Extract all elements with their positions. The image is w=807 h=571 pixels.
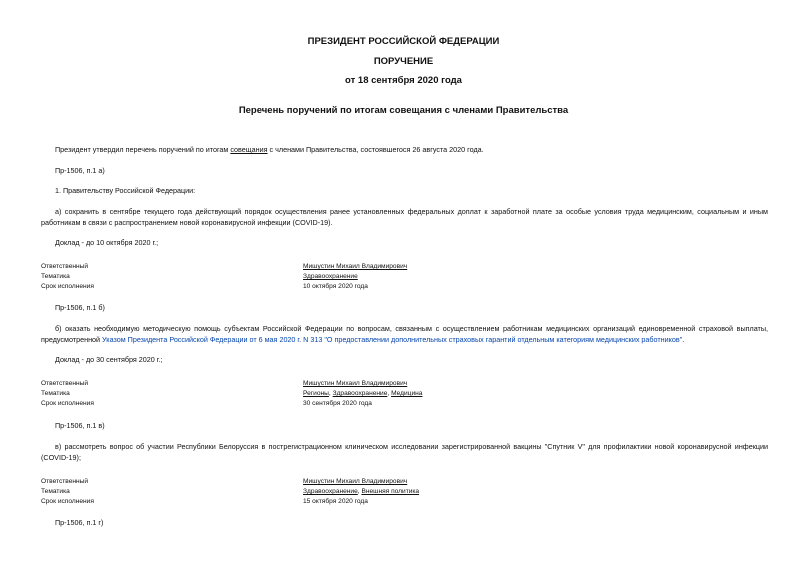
item-b-attributes (0, 379, 807, 409)
document-date-heading: от 18 сентября 2020 года (345, 75, 462, 86)
topic-link-healthcare[interactable]: Здравоохранение (303, 488, 358, 495)
intro-text-end: с членами Правительства, состоявшегося 26 августа 2020 года. (267, 145, 484, 154)
topic-link-healthcare[interactable]: Здравоохранение (332, 390, 388, 397)
item-c-text: в) рассмотреть вопрос об участии Республики Белоруссия в пострегистрационном клиническом исследовании зарегистрированной вакцины "Спутник V" для профилактики новой коронавирусной инфекции (COVID-19); (41, 442, 768, 462)
topic-separator: , (357, 488, 362, 495)
deadline-label: Срок исполнения (41, 498, 94, 505)
deadline-value: 10 октября 2020 года (303, 283, 368, 290)
responsible-link[interactable]: Мишустин Михаил Владимирович (303, 380, 408, 387)
item-b-text (41, 324, 768, 345)
topic-label: Тематика (41, 390, 70, 397)
topic-list (303, 487, 723, 496)
item-a-attributes (0, 262, 807, 292)
item-b-report: Доклад - до 30 сентября 2020 г.; (55, 355, 163, 364)
topic-link-regions[interactable]: Регионы (303, 390, 329, 397)
topic-separator: , (328, 390, 333, 397)
item-c-code: Пр-1506, п.1 в) (55, 421, 105, 430)
topic-list (303, 389, 723, 398)
item-c-attributes (0, 477, 807, 507)
responsible-label: Ответственный (41, 478, 89, 485)
decree-link[interactable]: Указом Президента Российской Федерации от 6 мая 2020 г. N 313 "О предоставлении дополнительных страховых гарантий отдельным категориям медицинских работников" (102, 334, 683, 344)
topic-label: Тематика (41, 273, 70, 280)
item-a-heading: 1. Правительству Российской Федерации: (55, 186, 196, 195)
item-d-code: Пр-1506, п.1 г) (55, 518, 104, 527)
item-b-text-end: . (682, 334, 685, 344)
responsible-label: Ответственный (41, 380, 89, 387)
meeting-link[interactable]: совещания (230, 145, 268, 154)
responsible-label: Ответственный (41, 263, 89, 270)
topic-link-medicine[interactable]: Медицина (391, 390, 423, 397)
issuer-heading: ПРЕЗИДЕНТ РОССИЙСКОЙ ФЕДЕРАЦИИ (307, 36, 500, 47)
topic-separator: , (387, 390, 392, 397)
topic-link[interactable]: Здравоохранение (303, 273, 358, 280)
deadline-label: Срок исполнения (41, 400, 94, 407)
deadline-value: 15 октября 2020 года (303, 498, 368, 505)
item-a-report: Доклад - до 10 октября 2020 г.; (55, 238, 159, 247)
item-a-text: а) сохранить в сентябре текущего года действующий порядок осуществления ранее установленных федеральных доплат к заработной плате за особые условия труда медицинским, социальным и иным работникам в связи с распространением новой коронавирусной инфекции (COVID-19). (41, 207, 768, 227)
item-b-code: Пр-1506, п.1 б) (55, 303, 105, 312)
item-a-code: Пр-1506, п.1 а) (55, 166, 105, 175)
document-type-heading: ПОРУЧЕНИЕ (373, 56, 434, 67)
topic-label: Тематика (41, 488, 70, 495)
intro-text-start: Президент утвердил перечень поручений по итогам (55, 145, 231, 154)
document-title: Перечень поручений по итогам совещания с членами Правительства (238, 105, 569, 116)
intro-paragraph (55, 145, 775, 156)
responsible-link[interactable]: Мишустин Михаил Владимирович (303, 478, 408, 485)
responsible-link[interactable]: Мишустин Михаил Владимирович (303, 263, 408, 270)
deadline-value: 30 сентября 2020 года (303, 400, 372, 407)
topic-link-foreign-policy[interactable]: Внешняя политика (361, 488, 420, 495)
deadline-label: Срок исполнения (41, 283, 94, 290)
item-b-text-start: б) оказать необходимую методическую помощь субъектам Российской Федерации по вопросам, связанным с осуществлением работникам медицинских организаций единовременной страховой выплаты, предусмотренной (41, 324, 768, 344)
